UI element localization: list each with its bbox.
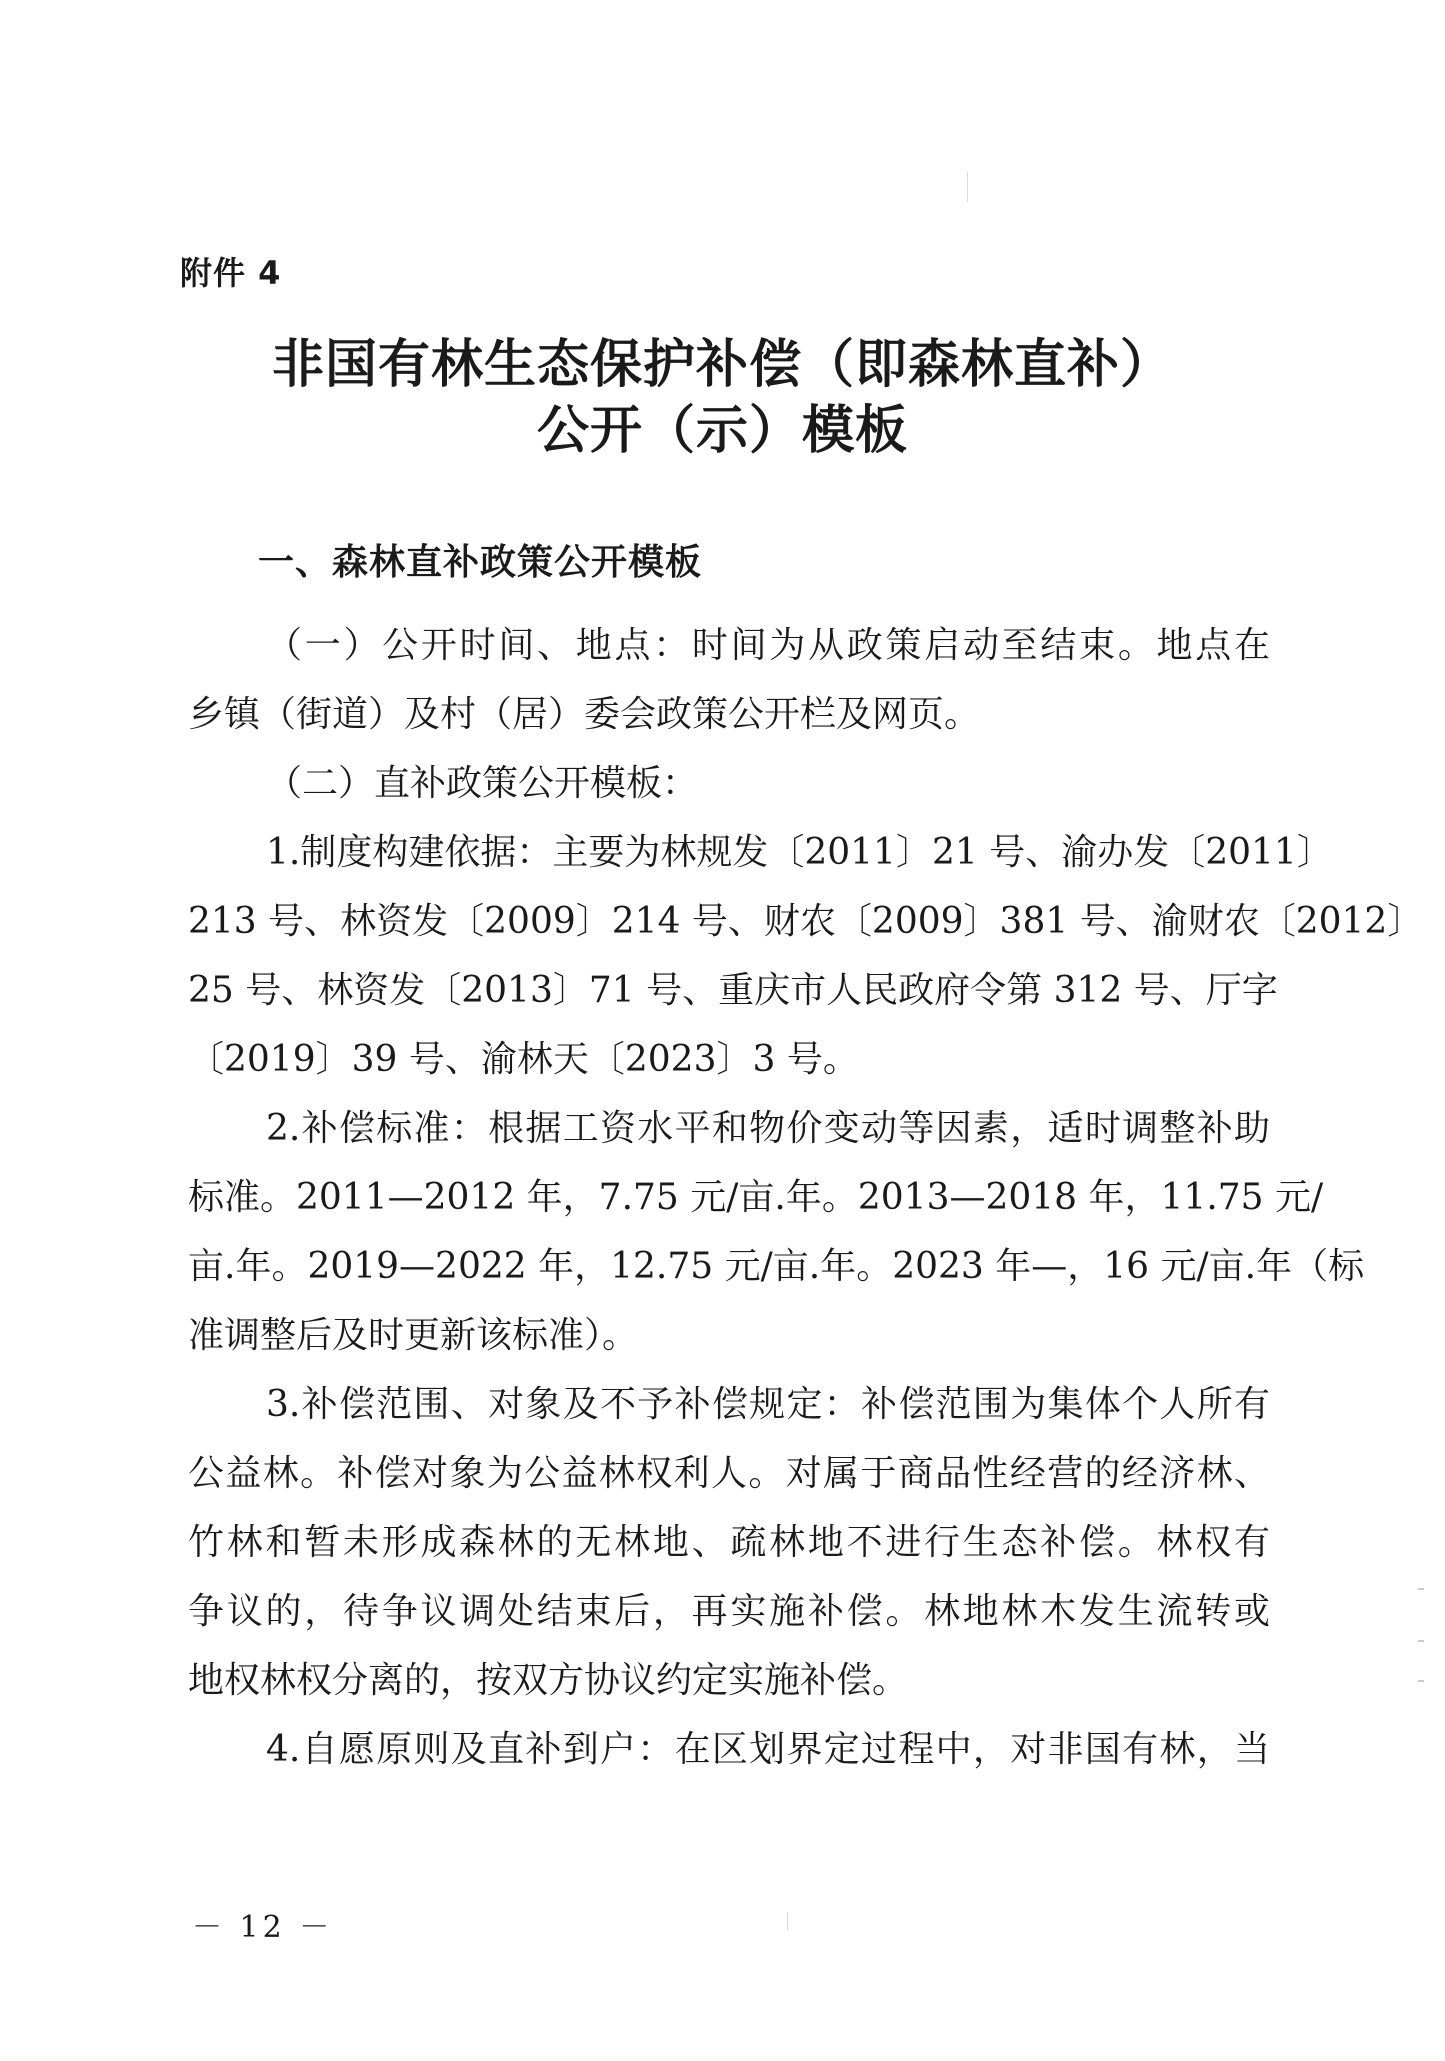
attachment-label: 附件 4 [180,254,282,292]
paragraph-line: （二）直补政策公开模板： [266,763,699,804]
paragraph-line: 竹林和暂未形成森林的无林地、疏林地不进行生态补偿。林权有 [188,1522,1270,1563]
paragraph-line: 3.补偿范围、对象及不予补偿规定：补偿范围为集体个人所有 [266,1384,1270,1425]
scan-artifact [787,1912,788,1930]
paragraph-line: 1.制度构建依据：主要为林规发〔2011〕21 号、渝办发〔2011〕 [266,832,1333,873]
paragraph-line: 乡镇（街道）及村（居）委会政策公开栏及网页。 [188,694,981,735]
paragraph-line: 2.补偿标准：根据工资水平和物价变动等因素，适时调整补助 [266,1108,1270,1149]
scan-artifact [1418,1680,1424,1682]
scan-artifact [1418,1640,1424,1642]
paragraph-line: 公益林。补偿对象为公益林权利人。对属于商品性经营的经济林、 [188,1453,1270,1494]
paragraph-line: 213 号、林资发〔2009〕214 号、财农〔2009〕381 号、渝财农〔2012〕 [188,901,1424,942]
document-title-line-1: 非国有林生态保护补偿（即森林直补） [271,335,1173,395]
paragraph-line: 争议的，待争议调处结束后，再实施补偿。林地林木发生流转或 [188,1591,1270,1632]
paragraph-line: 亩.年。2019—2022 年，12.75 元/亩.年。2023 年—，16 元/亩.年（标 [188,1246,1365,1287]
paragraph-line: 4.自愿原则及直补到户：在区划界定过程中，对非国有林，当 [266,1729,1270,1770]
scan-artifact [1418,1588,1424,1590]
scan-artifact [967,172,968,202]
paragraph-line: 准调整后及时更新该标准）。 [188,1315,639,1356]
paragraph-line: 标准。2011—2012 年，7.75 元/亩.年。2013—2018 年，11.75 元/ [188,1177,1324,1218]
paragraph-line: 25 号、林资发〔2013〕71 号、重庆市人民政府令第 312 号、厅字 [188,970,1278,1011]
page-number: － 12 － [192,1910,334,1945]
paragraph-line: 地权林权分离的，按双方协议约定实施补偿。 [188,1660,909,1701]
section-heading: 一、森林直补政策公开模板 [258,542,703,583]
paragraph-line: 〔2019〕39 号、渝林天〔2023〕3 号。 [188,1039,859,1080]
document-title-line-2: 公开（示）模板 [536,401,908,461]
paragraph-line: （一）公开时间、地点：时间为从政策启动至结束。地点在 [266,625,1270,666]
